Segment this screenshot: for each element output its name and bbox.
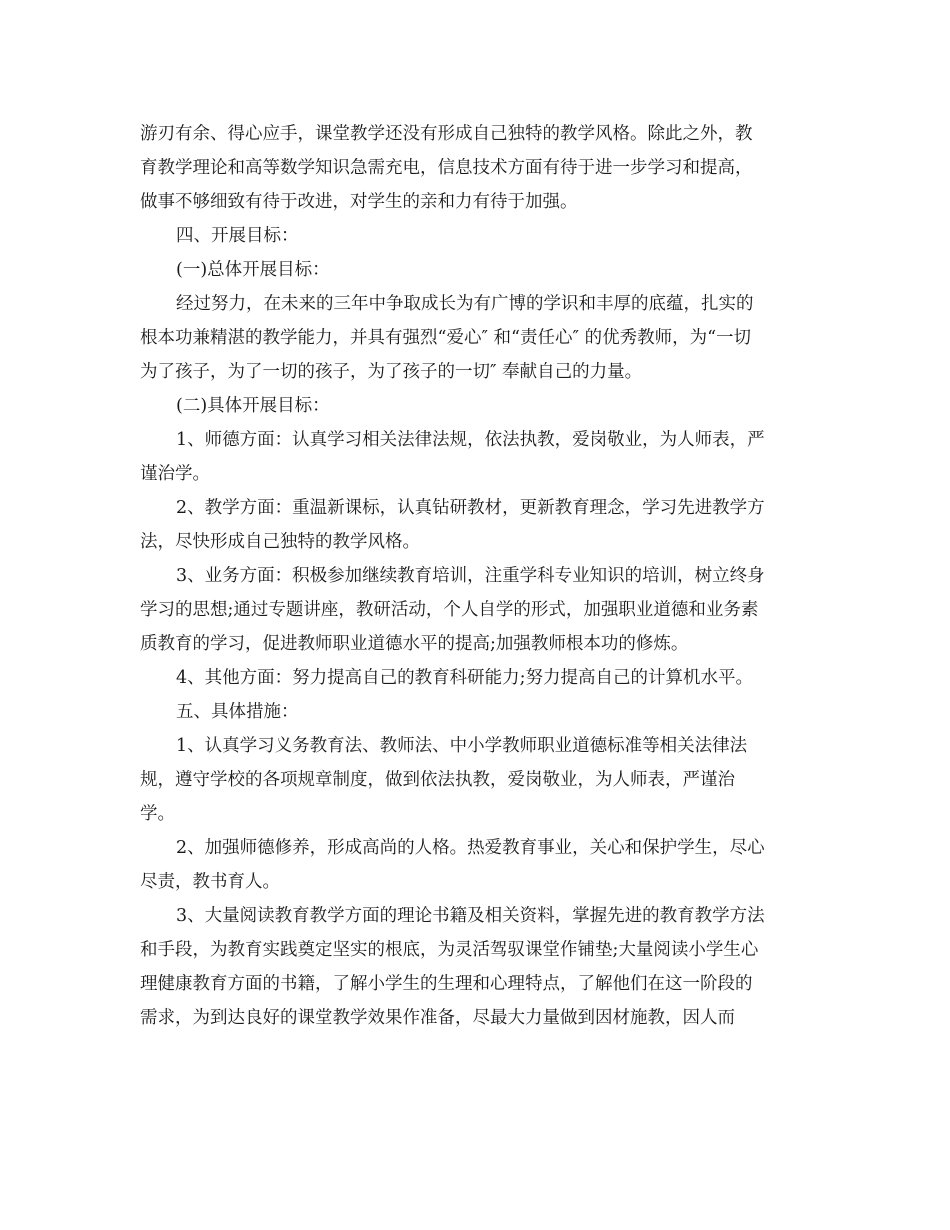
text-line: 需求，为到达良好的课堂教学效果作准备，尽最大力量做到因材施教，因人而 (140, 1008, 735, 1028)
text-line: 为了孩子，为了一切的孩子，为了孩子的一切″ 奉献自己的力量。 (140, 362, 643, 382)
text-line: 经过努力，在未来的三年中争取成长为有广博的学识和丰厚的底蕴，扎实的 (176, 294, 754, 314)
text-line: 理健康教育方面的书籍，了解小学生的生理和心理特点，了解他们在这一阶段的 (140, 974, 753, 994)
text-line: 3、业务方面：积极参加继续教育培训，注重学科专业知识的培训，树立终身 (176, 566, 765, 586)
text-line: 1、认真学习义务教育法、教师法、中小学教师职业道德标准等相关法律法 (176, 736, 748, 756)
text-line: 和手段，为教育实践奠定坚实的根底，为灵活驾驭课堂作铺垫;大量阅读小学生心 (140, 940, 759, 960)
section-heading: 五、具体措施： (176, 702, 299, 722)
text-line: 学习的思想;通过专题讲座，教研活动，个人自学的形式，加强职业道德和业务素 (140, 600, 759, 620)
text-line: 谨治学。 (140, 464, 210, 484)
text-line: 2、教学方面：重温新课标，认真钻研教材，更新教育理念，学习先进教学方 (176, 498, 765, 518)
text-line: 育教学理论和高等数学知识急需充电，信息技术方面有待于进一步学习和提高， (140, 158, 753, 178)
section-heading: 四、开展目标： (176, 226, 299, 246)
text-line: 根本功兼精湛的教学能力，并具有强烈“爱心″ 和“责任心″ 的优秀教师，为“一切 (140, 328, 752, 348)
text-line: 学。 (140, 804, 175, 824)
text-line: 3、大量阅读教育教学方面的理论书籍及相关资料，掌握先进的教育教学方法 (176, 906, 765, 926)
text-line: 尽责，教书育人。 (140, 872, 280, 892)
text-line: 规，遵守学校的各项规章制度，做到依法执教，爱岗敬业，为人师表，严谨治 (140, 770, 735, 790)
subsection-heading: (一)总体开展目标： (176, 260, 330, 280)
text-line: 法，尽快形成自己独特的教学风格。 (140, 532, 420, 552)
document-body (140, 117, 810, 1035)
text-line: 质教育的学习，促进教师职业道德水平的提高;加强教师根本功的修炼。 (140, 634, 689, 654)
subsection-heading: (二)具体开展目标： (176, 396, 330, 416)
text-line: 做事不够细致有待于改进，对学生的亲和力有待于加强。 (140, 192, 578, 212)
text-line: 2、加强师德修养，形成高尚的人格。热爱教育事业，关心和保护学生，尽心 (176, 838, 765, 858)
text-line: 游刃有余、得心应手，课堂教学还没有形成自己独特的教学风格。除此之外，教 (140, 124, 753, 144)
text-line: 1、师德方面：认真学习相关法律法规，依法执教，爱岗敬业，为人师表，严 (176, 430, 765, 450)
text-line: 4、其他方面：努力提高自己的教育科研能力;努力提高自己的计算机水平。 (176, 668, 754, 688)
